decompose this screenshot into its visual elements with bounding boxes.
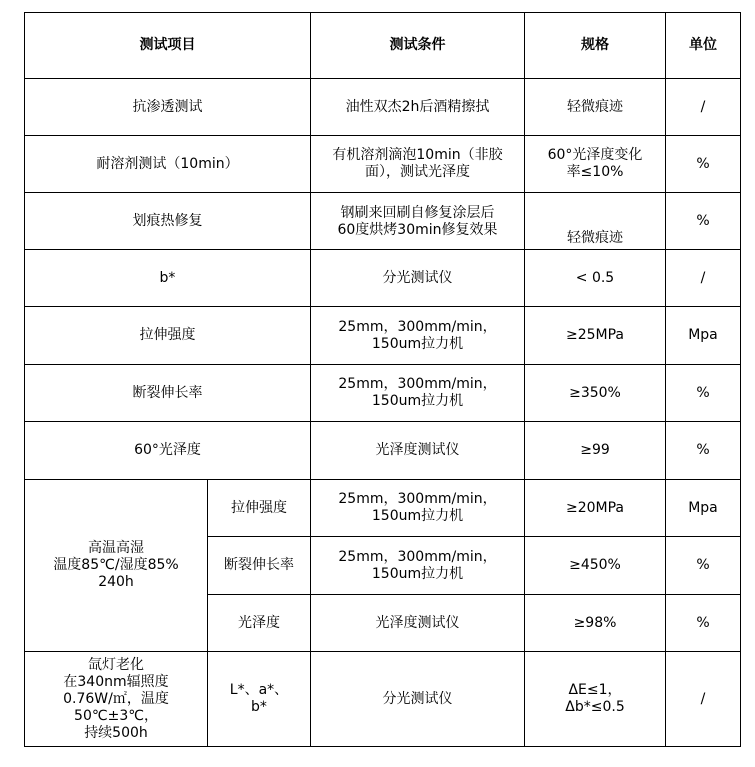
cell-unit: % xyxy=(666,422,741,480)
table-row xyxy=(25,307,741,365)
cell-spec: 轻微痕迹 xyxy=(525,193,666,250)
cell-unit: Mpa xyxy=(666,480,741,537)
cell-spec: ≥98% xyxy=(525,595,666,652)
cell-item: 划痕热修复 xyxy=(25,193,311,250)
cell-condition: 25mm，300mm/min， 150um拉力机 xyxy=(311,480,525,537)
cell-condition: 分光测试仪 xyxy=(311,652,525,747)
cell-sub-item: L*、a*、 b* xyxy=(208,652,311,747)
cell-condition: 有机溶剂滴泡10min（非胶 面），测试光泽度 xyxy=(311,136,525,193)
cell-item: 拉伸强度 xyxy=(25,307,311,365)
cell-item: b* xyxy=(25,250,311,307)
cell-group-high-temp: 高温高湿 温度85℃/湿度85% 240h xyxy=(25,480,208,652)
cell-sub-item: 光泽度 xyxy=(208,595,311,652)
cell-condition: 分光测试仪 xyxy=(311,250,525,307)
cell-spec: ≥350% xyxy=(525,365,666,422)
cell-condition: 光泽度测试仪 xyxy=(311,595,525,652)
cell-spec: ≥25MPa xyxy=(525,307,666,365)
cell-sub-item: 拉伸强度 xyxy=(208,480,311,537)
cell-item: 60°光泽度 xyxy=(25,422,311,480)
table-row xyxy=(25,193,741,250)
table-row xyxy=(25,250,741,307)
table-row xyxy=(25,480,741,537)
test-spec-table xyxy=(24,12,741,747)
cell-group-xenon: 氙灯老化 在340nm辐照度 0.76W/㎡，温度 50℃±3℃， 持续500h xyxy=(25,652,208,747)
cell-spec: ≥20MPa xyxy=(525,480,666,537)
header-unit: 单位 xyxy=(666,13,741,79)
cell-item: 断裂伸长率 xyxy=(25,365,311,422)
header-condition: 测试条件 xyxy=(311,13,525,79)
header-row xyxy=(25,13,741,79)
cell-unit: Mpa xyxy=(666,307,741,365)
table-row xyxy=(25,652,741,747)
cell-unit: / xyxy=(666,652,741,747)
cell-unit: / xyxy=(666,79,741,136)
cell-spec: 60°光泽度变化 率≤10% xyxy=(525,136,666,193)
cell-condition: 25mm，300mm/min， 150um拉力机 xyxy=(311,307,525,365)
cell-condition: 25mm，300mm/min， 150um拉力机 xyxy=(311,365,525,422)
table-row xyxy=(25,79,741,136)
cell-item: 抗渗透测试 xyxy=(25,79,311,136)
cell-spec: ≥99 xyxy=(525,422,666,480)
header-spec: 规格 xyxy=(525,13,666,79)
cell-unit: % xyxy=(666,136,741,193)
cell-unit: % xyxy=(666,365,741,422)
cell-condition: 钢刷来回刷自修复涂层后 60度烘烤30min修复效果 xyxy=(311,193,525,250)
table-row xyxy=(25,422,741,480)
cell-unit: % xyxy=(666,193,741,250)
cell-unit: / xyxy=(666,250,741,307)
table-row xyxy=(25,365,741,422)
cell-spec: ≥450% xyxy=(525,537,666,595)
cell-spec: 轻微痕迹 xyxy=(525,79,666,136)
cell-condition: 光泽度测试仪 xyxy=(311,422,525,480)
cell-unit: % xyxy=(666,595,741,652)
header-item: 测试项目 xyxy=(25,13,311,79)
table-row xyxy=(25,136,741,193)
cell-condition: 油性双杰2h后酒精擦拭 xyxy=(311,79,525,136)
cell-unit: % xyxy=(666,537,741,595)
cell-spec: ΔE≤1， Δb*≤0.5 xyxy=(525,652,666,747)
cell-item: 耐溶剂测试（10min） xyxy=(25,136,311,193)
cell-sub-item: 断裂伸长率 xyxy=(208,537,311,595)
cell-condition: 25mm，300mm/min， 150um拉力机 xyxy=(311,537,525,595)
cell-spec: < 0.5 xyxy=(525,250,666,307)
